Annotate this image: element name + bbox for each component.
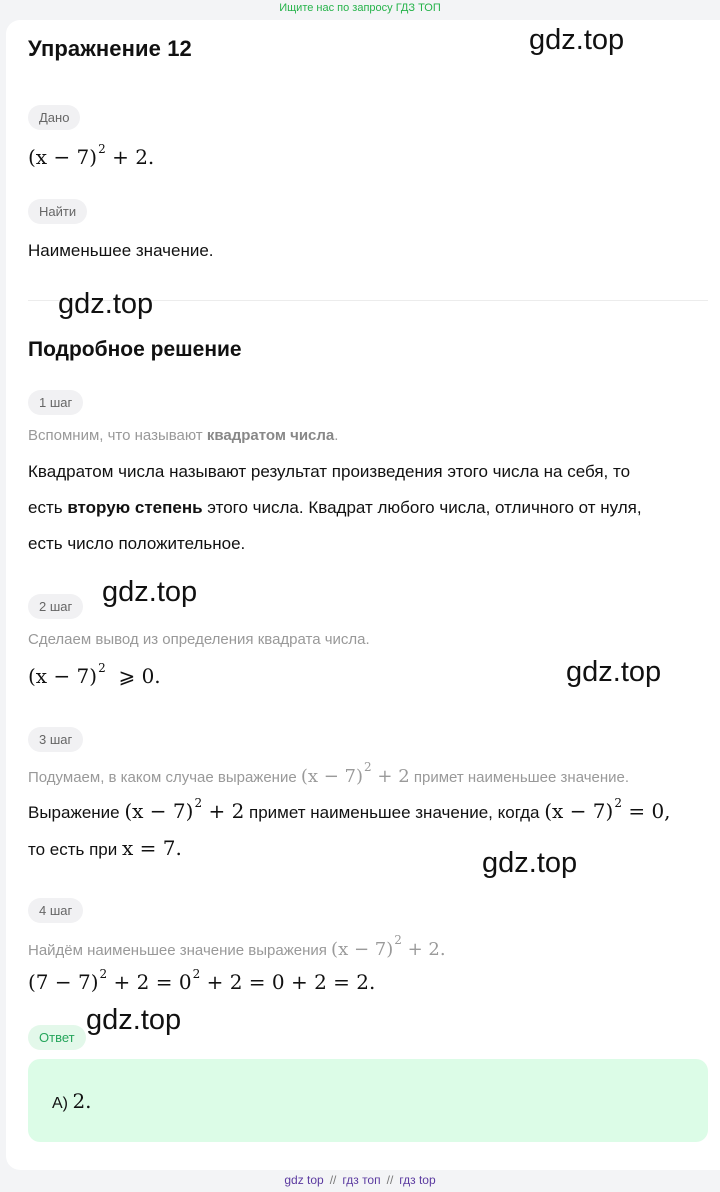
watermark: gdz.top <box>529 24 625 56</box>
footer-link-3[interactable]: гдз top <box>399 1173 436 1187</box>
step1-hint: Вспомним, что называют квадратом числа. <box>28 427 339 444</box>
answer-chip: Ответ <box>28 1025 86 1050</box>
step2-chip: 2 шаг <box>28 594 83 619</box>
watermark: gdz.top <box>566 656 662 688</box>
footer-link-2[interactable]: гдз топ <box>342 1173 381 1187</box>
step1-text: Квадратом числа называют результат произведения этого числа на себя, то есть вторую степень этого числа. Квадрат любого числа, отличного от нуля, есть число положительное. <box>28 462 642 553</box>
answer-box <box>28 1059 708 1142</box>
watermark: gdz.top <box>86 1004 182 1036</box>
find-chip: Найти <box>28 199 87 224</box>
given-chip: Дано <box>28 105 80 130</box>
find-text: Наименьшее значение. <box>28 241 214 260</box>
step1-chip: 1 шаг <box>28 390 83 415</box>
given-expression: $(x - 7)^2 + 2$. <box>28 142 155 169</box>
step3-hint: Подумаем, в каком случае выражение $(x - 7)^2 + 2$ примет наименьшее значение. <box>28 760 630 787</box>
watermark: gdz.top <box>58 288 154 320</box>
step4-expression: $(7 - 7)^2 + 2 = 0^2 + 2 = 0 + 2 = 2$. <box>28 967 376 994</box>
step3-text: Выражение $(x - 7)^2 + 2$ примет наименьшее значение, когда $(x - 7)^2 = 0$, <box>28 796 671 823</box>
step4-hint: Найдём наименьшее значение выражения $(x - 7)^2 + 2$. <box>28 933 446 960</box>
step3-chip: 3 шаг <box>28 727 83 752</box>
footer-link-1[interactable]: gdz top <box>284 1173 324 1187</box>
step4-chip: 4 шаг <box>28 898 83 923</box>
page-title: Упражнение 12 <box>28 36 192 61</box>
watermark: gdz.top <box>482 847 578 879</box>
top-banner: Ищите нас по запросу ГДЗ ТОП <box>279 2 441 14</box>
watermark: gdz.top <box>102 576 198 608</box>
solution-title: Подробное решение <box>28 338 242 361</box>
answer-value: А) 2. <box>52 1089 92 1113</box>
step3-text-line2: то есть при x = 7. <box>28 836 182 860</box>
step2-expression: $(x - 7)^2$ ⩾ 0. <box>28 661 161 688</box>
footer-links: gdz top // гдз топ // гдз top <box>284 1173 436 1187</box>
step2-hint: Сделаем вывод из определения квадрата числа. <box>28 631 370 648</box>
